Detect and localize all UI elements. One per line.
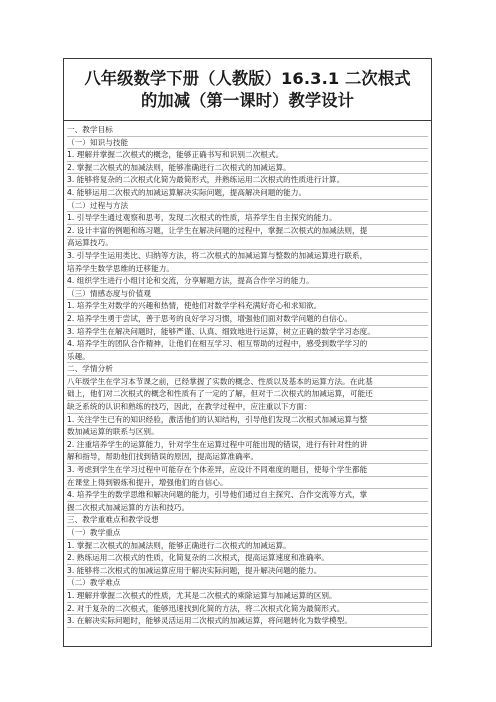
- text-line: 3. 培养学生在解决问题时，能够严谨、认真、细致地进行运算，树立正确的数学学习态度。: [67, 326, 428, 339]
- text-line: （一）知识与技能: [67, 137, 428, 150]
- text-line: 3. 在解决实际问题时，能够灵活运用二次根式的加减运算，将问题转化为数学模型。: [67, 615, 428, 628]
- text-line: 握二次根式加减运算的方法和技巧。: [67, 502, 428, 515]
- text-line: 3. 引导学生运用类比、归纳等方法，将二次根式的加减运算与整数的加减运算进行联系，: [67, 250, 428, 263]
- text-line: 2. 注重培养学生的运算能力，针对学生在运算过程中可能出现的错误，进行有针对性的讲: [67, 439, 428, 452]
- text-line: 4. 能够运用二次根式的加减运算解决实际问题，提高解决问题的能力。: [67, 187, 428, 200]
- text-line: 2. 掌握二次根式的加减法则，能够准确进行二次根式的加减运算。: [67, 162, 428, 175]
- text-line: 解和指导，帮助他们找到错误的原因，提高运算准确率。: [67, 451, 428, 464]
- text-line: 4. 组织学生进行小组讨论和交流，分享解题方法，提高合作学习的能力。: [67, 275, 428, 288]
- lesson-plan-document: [63, 58, 432, 647]
- text-line: 1. 培养学生对数学的兴趣和热情，使他们对数学学科充满好奇心和求知欲。: [67, 300, 428, 313]
- text-line: （一）教学重点: [67, 527, 428, 540]
- text-line: 4. 培养学生的数学思维和解决问题的能力，引导他们通过自主探究、合作交流等方式，掌: [67, 489, 428, 502]
- document-title: [64, 59, 431, 121]
- text-line: 3. 考虑到学生在学习过程中可能存在个体差异，应设计不同难度的题目，使每个学生都能: [67, 464, 428, 477]
- text-line: 一、教学目标: [67, 124, 428, 137]
- text-line: 数加减运算的联系与区别。: [67, 426, 428, 439]
- text-line: 1. 掌握二次根式的加减法则，能够正确进行二次根式的加减运算。: [67, 540, 428, 553]
- text-line: 高运算技巧。: [67, 237, 428, 250]
- title-line-1: 八年级数学下册（人教版）16.3.1 二次根式: [84, 68, 411, 88]
- text-line: 缺乏系统的认识和熟练的技巧，因此，在教学过程中，应注重以下方面：: [67, 401, 428, 414]
- title-line-2: 的加减（第一课时）教学设计: [141, 90, 354, 110]
- text-line: 1. 引导学生通过观察和思考，发现二次根式的性质，培养学生自主探究的能力。: [67, 212, 428, 225]
- text-line: （二）教学难点: [67, 577, 428, 590]
- text-line: 3. 能够将二次根式的加减运算应用于解决实际问题，提升解决问题的能力。: [67, 565, 428, 578]
- text-line: 1. 关注学生已有的知识经验，激活他们的认知结构，引导他们发现二次根式加减运算与整: [67, 414, 428, 427]
- text-line: 1. 理解并掌握二次根式的概念，能够正确书写和识别二次根式。: [67, 149, 428, 162]
- text-line: 2. 对于复杂的二次根式，能够迅速找到化简的方法，将二次根式化简为最简形式。: [67, 603, 428, 616]
- text-line: 三、教学重难点和教学设想: [67, 514, 428, 527]
- text-line: 培养学生数学思维的迁移能力。: [67, 263, 428, 276]
- text-line: 4. 培养学生的团队合作精神，让他们在相互学习、相互帮助的过程中，感受到数学学习的: [67, 338, 428, 351]
- text-line: 2. 设计丰富的例题和练习题，让学生在解决问题的过程中，掌握二次根式的加减法则，提: [67, 225, 428, 238]
- text-line: 二、学情分析: [67, 363, 428, 376]
- text-line: 八年级学生在学习本节课之前，已经掌握了实数的概念、性质以及基本的运算方法。在此基: [67, 376, 428, 389]
- text-line: 2. 培养学生勇于尝试，善于思考的良好学习习惯，增强他们面对数学问题的自信心。: [67, 313, 428, 326]
- text-line: 在课堂上得到锻炼和提升，增强他们的自信心。: [67, 477, 428, 490]
- document-body: [64, 121, 431, 628]
- text-line: 1. 理解并掌握二次根式的性质，尤其是二次根式的乘除运算与加减运算的区别。: [67, 590, 428, 603]
- text-line: 础上，他们对二次根式的概念和性质有了一定的了解，但对于二次根式的加减运算，可能还: [67, 388, 428, 401]
- text-line: 乐趣。: [67, 351, 428, 364]
- text-line: （二）过程与方法: [67, 200, 428, 213]
- text-line: （三）情感态度与价值观: [67, 288, 428, 301]
- text-line: 2. 熟练运用二次根式的性质，化简复杂的二次根式，提高运算速度和准确率。: [67, 552, 428, 565]
- text-line: 3. 能够将复杂的二次根式化简为最简形式，并熟练运用二次根式的性质进行计算。: [67, 174, 428, 187]
